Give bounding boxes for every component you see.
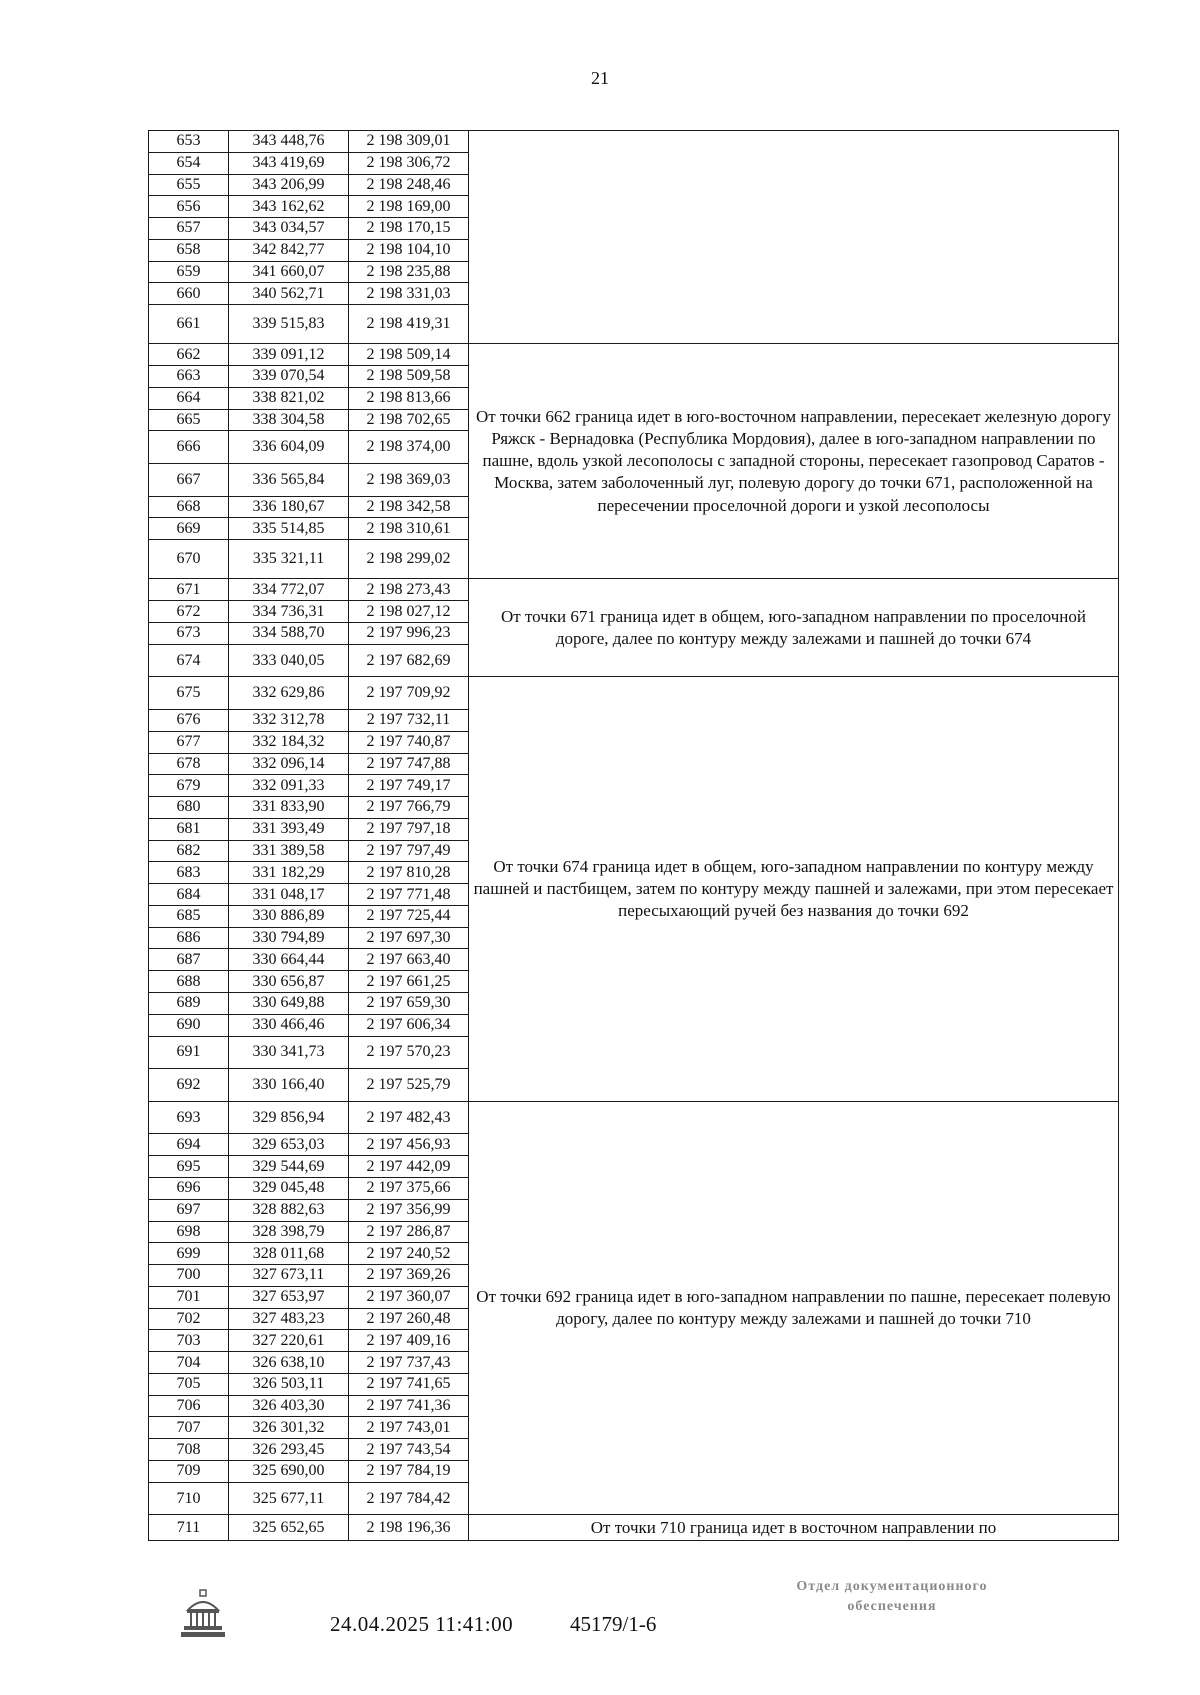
coordinate-y-cell: 2 197 570,23	[349, 1036, 469, 1069]
coordinate-y-cell: 2 198 235,88	[349, 261, 469, 283]
coordinate-x-cell: 343 419,69	[229, 152, 349, 174]
point-number-cell: 656	[149, 196, 229, 218]
coordinate-x-cell: 334 588,70	[229, 622, 349, 644]
coordinate-y-cell: 2 197 482,43	[349, 1101, 469, 1134]
coordinate-y-cell: 2 197 732,11	[349, 710, 469, 732]
point-number-cell: 697	[149, 1199, 229, 1221]
coordinate-x-cell: 332 629,86	[229, 677, 349, 710]
duma-logo-icon	[178, 1588, 228, 1640]
coordinate-y-cell: 2 198 169,00	[349, 196, 469, 218]
coordinate-y-cell: 2 197 784,42	[349, 1482, 469, 1515]
footer-datetime: 24.04.2025 11:41:00	[330, 1612, 514, 1636]
coordinate-x-cell: 343 448,76	[229, 131, 349, 153]
point-number-cell: 674	[149, 644, 229, 677]
coordinate-y-cell: 2 197 606,34	[349, 1014, 469, 1036]
point-number-cell: 685	[149, 905, 229, 927]
department-stamp	[742, 1577, 1042, 1616]
coordinate-y-cell: 2 198 369,03	[349, 464, 469, 497]
coordinate-y-cell: 2 197 740,87	[349, 731, 469, 753]
coordinate-x-cell: 330 649,88	[229, 992, 349, 1014]
coordinate-x-cell: 332 096,14	[229, 753, 349, 775]
coordinate-x-cell: 333 040,05	[229, 644, 349, 677]
point-number-cell: 701	[149, 1286, 229, 1308]
coordinate-x-cell: 330 886,89	[229, 905, 349, 927]
point-number-cell: 709	[149, 1460, 229, 1482]
coordinate-y-cell: 2 197 784,19	[349, 1460, 469, 1482]
point-number-cell: 690	[149, 1014, 229, 1036]
coordinate-x-cell: 328 398,79	[229, 1221, 349, 1243]
coordinate-x-cell: 329 856,94	[229, 1101, 349, 1134]
coordinate-y-cell: 2 197 240,52	[349, 1243, 469, 1265]
stamp-line-1: Отдел документационного	[796, 1579, 988, 1594]
boundary-description-cell: От точки 710 граница идет в восточном направлении по	[469, 1515, 1119, 1541]
coordinate-x-cell: 330 341,73	[229, 1036, 349, 1069]
coordinate-y-cell: 2 197 797,18	[349, 818, 469, 840]
point-number-cell: 684	[149, 884, 229, 906]
coordinate-y-cell: 2 198 331,03	[349, 283, 469, 305]
coordinate-row	[149, 1515, 1119, 1541]
coordinate-y-cell: 2 197 797,49	[349, 840, 469, 862]
coordinate-x-cell: 343 034,57	[229, 218, 349, 240]
coordinate-x-cell: 334 736,31	[229, 601, 349, 623]
coordinate-x-cell: 330 466,46	[229, 1014, 349, 1036]
point-number-cell: 698	[149, 1221, 229, 1243]
point-number-cell: 711	[149, 1515, 229, 1541]
point-number-cell: 678	[149, 753, 229, 775]
coordinate-y-cell: 2 197 525,79	[349, 1069, 469, 1102]
point-number-cell: 707	[149, 1417, 229, 1439]
coordinate-y-cell: 2 198 273,43	[349, 579, 469, 601]
coordinate-x-cell: 325 652,65	[229, 1515, 349, 1541]
point-number-cell: 699	[149, 1243, 229, 1265]
point-number-cell: 686	[149, 927, 229, 949]
coordinate-x-cell: 326 301,32	[229, 1417, 349, 1439]
coordinate-x-cell: 343 162,62	[229, 196, 349, 218]
coordinate-x-cell: 338 821,02	[229, 387, 349, 409]
coordinate-x-cell: 339 515,83	[229, 305, 349, 344]
coordinate-y-cell: 2 197 996,23	[349, 622, 469, 644]
coordinate-y-cell: 2 198 374,00	[349, 431, 469, 464]
point-number-cell: 705	[149, 1373, 229, 1395]
coordinate-y-cell: 2 198 027,12	[349, 601, 469, 623]
coordinate-x-cell: 327 653,97	[229, 1286, 349, 1308]
coordinate-x-cell: 330 664,44	[229, 949, 349, 971]
point-number-cell: 689	[149, 992, 229, 1014]
coordinate-x-cell: 336 180,67	[229, 496, 349, 518]
coordinate-y-cell: 2 197 749,17	[349, 775, 469, 797]
coordinate-x-cell: 335 514,85	[229, 518, 349, 540]
coordinate-x-cell: 332 091,33	[229, 775, 349, 797]
point-number-cell: 710	[149, 1482, 229, 1515]
coordinate-x-cell: 330 656,87	[229, 971, 349, 993]
boundary-description-cell: От точки 671 граница идет в общем, юго-западном направлении по проселочной дороге, далее по контуру между залежами и пашней до точки 674	[469, 579, 1119, 677]
coordinate-y-cell: 2 197 743,54	[349, 1439, 469, 1461]
coordinate-y-cell: 2 198 248,46	[349, 174, 469, 196]
coordinate-y-cell: 2 197 725,44	[349, 905, 469, 927]
coordinate-y-cell: 2 197 375,66	[349, 1178, 469, 1200]
coordinate-y-cell: 2 197 661,25	[349, 971, 469, 993]
coordinate-y-cell: 2 197 456,93	[349, 1134, 469, 1156]
point-number-cell: 703	[149, 1330, 229, 1352]
point-number-cell: 658	[149, 239, 229, 261]
coordinate-x-cell: 341 660,07	[229, 261, 349, 283]
coordinate-y-cell: 2 197 709,92	[349, 677, 469, 710]
coordinate-x-cell: 326 293,45	[229, 1439, 349, 1461]
footer-document-number: 45179/1-6	[570, 1612, 657, 1636]
coordinate-x-cell: 331 393,49	[229, 818, 349, 840]
point-number-cell: 654	[149, 152, 229, 174]
coordinate-x-cell: 331 389,58	[229, 840, 349, 862]
point-number-cell: 700	[149, 1265, 229, 1287]
coordinate-y-cell: 2 198 306,72	[349, 152, 469, 174]
coordinate-x-cell: 342 842,77	[229, 239, 349, 261]
coordinate-y-cell: 2 198 299,02	[349, 540, 469, 579]
coordinate-x-cell: 331 182,29	[229, 862, 349, 884]
coordinate-x-cell: 336 604,09	[229, 431, 349, 464]
coordinate-y-cell: 2 197 360,07	[349, 1286, 469, 1308]
point-number-cell: 653	[149, 131, 229, 153]
coordinate-y-cell: 2 197 810,28	[349, 862, 469, 884]
coordinate-x-cell: 326 503,11	[229, 1373, 349, 1395]
point-number-cell: 695	[149, 1156, 229, 1178]
point-number-cell: 704	[149, 1352, 229, 1374]
coordinate-y-cell: 2 197 409,16	[349, 1330, 469, 1352]
coordinate-y-cell: 2 197 260,48	[349, 1308, 469, 1330]
point-number-cell: 661	[149, 305, 229, 344]
coordinate-x-cell: 325 677,11	[229, 1482, 349, 1515]
coordinate-row	[149, 579, 1119, 601]
point-number-cell: 708	[149, 1439, 229, 1461]
coordinate-x-cell: 331 833,90	[229, 797, 349, 819]
coordinate-y-cell: 2 198 509,14	[349, 344, 469, 366]
stamp-line-2: обеспечения	[847, 1598, 937, 1614]
point-number-cell: 676	[149, 710, 229, 732]
coordinate-y-cell: 2 198 342,58	[349, 496, 469, 518]
point-number-cell: 687	[149, 949, 229, 971]
point-number-cell: 692	[149, 1069, 229, 1102]
coordinate-x-cell: 329 653,03	[229, 1134, 349, 1156]
point-number-cell: 655	[149, 174, 229, 196]
coordinate-y-cell: 2 198 419,31	[349, 305, 469, 344]
point-number-cell: 657	[149, 218, 229, 240]
coordinate-y-cell: 2 198 104,10	[349, 239, 469, 261]
coordinate-x-cell: 327 220,61	[229, 1330, 349, 1352]
coordinate-x-cell: 339 070,54	[229, 366, 349, 388]
coordinate-y-cell: 2 198 509,58	[349, 366, 469, 388]
coordinate-x-cell: 343 206,99	[229, 174, 349, 196]
point-number-cell: 664	[149, 387, 229, 409]
coordinate-y-cell: 2 197 659,30	[349, 992, 469, 1014]
coordinate-y-cell: 2 197 369,26	[349, 1265, 469, 1287]
coordinate-x-cell: 336 565,84	[229, 464, 349, 497]
coordinate-y-cell: 2 198 813,66	[349, 387, 469, 409]
coordinate-y-cell: 2 198 196,36	[349, 1515, 469, 1541]
point-number-cell: 665	[149, 409, 229, 431]
point-number-cell: 675	[149, 677, 229, 710]
coordinate-y-cell: 2 197 442,09	[349, 1156, 469, 1178]
point-number-cell: 671	[149, 579, 229, 601]
point-number-cell: 666	[149, 431, 229, 464]
point-number-cell: 667	[149, 464, 229, 497]
coordinate-x-cell: 329 045,48	[229, 1178, 349, 1200]
coordinate-x-cell: 327 673,11	[229, 1265, 349, 1287]
point-number-cell: 668	[149, 496, 229, 518]
point-number-cell: 672	[149, 601, 229, 623]
point-number-cell: 659	[149, 261, 229, 283]
coordinate-x-cell: 328 882,63	[229, 1199, 349, 1221]
coordinate-row	[149, 131, 1119, 153]
point-number-cell: 682	[149, 840, 229, 862]
coordinate-x-cell: 332 184,32	[229, 731, 349, 753]
point-number-cell: 679	[149, 775, 229, 797]
coordinate-y-cell: 2 197 737,43	[349, 1352, 469, 1374]
boundary-description-cell: От точки 674 граница идет в общем, юго-западном направлении по контуру между пашней и пастбищем, затем по контуру между пашней и залежами, при этом пересекает пересыхающий ручей без названия до точки 692	[469, 677, 1119, 1101]
coordinate-y-cell: 2 198 170,15	[349, 218, 469, 240]
boundary-coordinates-table	[148, 130, 1119, 1541]
coordinate-y-cell: 2 197 741,65	[349, 1373, 469, 1395]
coordinate-x-cell: 326 403,30	[229, 1395, 349, 1417]
coordinate-y-cell: 2 197 747,88	[349, 753, 469, 775]
point-number-cell: 688	[149, 971, 229, 993]
coordinate-row	[149, 344, 1119, 366]
point-number-cell: 683	[149, 862, 229, 884]
point-number-cell: 694	[149, 1134, 229, 1156]
point-number-cell: 693	[149, 1101, 229, 1134]
coordinate-y-cell: 2 197 697,30	[349, 927, 469, 949]
point-number-cell: 702	[149, 1308, 229, 1330]
coordinate-x-cell: 329 544,69	[229, 1156, 349, 1178]
point-number-cell: 680	[149, 797, 229, 819]
coordinate-y-cell: 2 197 743,01	[349, 1417, 469, 1439]
coordinate-x-cell: 340 562,71	[229, 283, 349, 305]
coordinate-x-cell: 325 690,00	[229, 1460, 349, 1482]
point-number-cell: 696	[149, 1178, 229, 1200]
coordinate-y-cell: 2 198 702,65	[349, 409, 469, 431]
coordinate-row	[149, 677, 1119, 710]
coordinate-y-cell: 2 197 286,87	[349, 1221, 469, 1243]
coordinate-y-cell: 2 197 771,48	[349, 884, 469, 906]
coordinate-y-cell: 2 197 682,69	[349, 644, 469, 677]
point-number-cell: 662	[149, 344, 229, 366]
coordinate-x-cell: 326 638,10	[229, 1352, 349, 1374]
coordinate-x-cell: 331 048,17	[229, 884, 349, 906]
coordinate-x-cell: 328 011,68	[229, 1243, 349, 1265]
boundary-description-cell	[469, 131, 1119, 344]
coordinate-x-cell: 330 166,40	[229, 1069, 349, 1102]
coordinate-y-cell: 2 197 766,79	[349, 797, 469, 819]
coordinate-y-cell: 2 197 663,40	[349, 949, 469, 971]
coordinate-x-cell: 332 312,78	[229, 710, 349, 732]
coordinate-x-cell: 335 321,11	[229, 540, 349, 579]
boundary-description-cell: От точки 692 граница идет в юго-западном направлении по пашне, пересекает полевую дорогу, далее по контуру между залежами и пашней до точки 710	[469, 1101, 1119, 1515]
coordinate-x-cell: 327 483,23	[229, 1308, 349, 1330]
point-number-cell: 663	[149, 366, 229, 388]
point-number-cell: 670	[149, 540, 229, 579]
point-number-cell: 673	[149, 622, 229, 644]
coordinate-x-cell: 330 794,89	[229, 927, 349, 949]
point-number-cell: 660	[149, 283, 229, 305]
coordinate-x-cell: 339 091,12	[229, 344, 349, 366]
coordinate-x-cell: 338 304,58	[229, 409, 349, 431]
point-number-cell: 669	[149, 518, 229, 540]
coordinate-y-cell: 2 198 310,61	[349, 518, 469, 540]
point-number-cell: 691	[149, 1036, 229, 1069]
point-number-cell: 677	[149, 731, 229, 753]
coordinate-row	[149, 1101, 1119, 1134]
point-number-cell: 681	[149, 818, 229, 840]
page-number: 21	[591, 68, 609, 88]
coordinate-x-cell: 334 772,07	[229, 579, 349, 601]
boundary-description-cell: От точки 662 граница идет в юго-восточном направлении, пересекает железную дорогу Ряжск - Вернадовка (Республика Мордовия), далее в юго-западном направлении по пашне, вдоль узкой лесополосы с западной стороны, пересекает газопровод Саратов - Москва, затем заболоченный луг, полевую дорогу до точки 671, расположенной на пересечении проселочной дороги и узкой лесополосы	[469, 344, 1119, 579]
coordinate-y-cell: 2 197 741,36	[349, 1395, 469, 1417]
coordinate-y-cell: 2 198 309,01	[349, 131, 469, 153]
coordinate-y-cell: 2 197 356,99	[349, 1199, 469, 1221]
point-number-cell: 706	[149, 1395, 229, 1417]
